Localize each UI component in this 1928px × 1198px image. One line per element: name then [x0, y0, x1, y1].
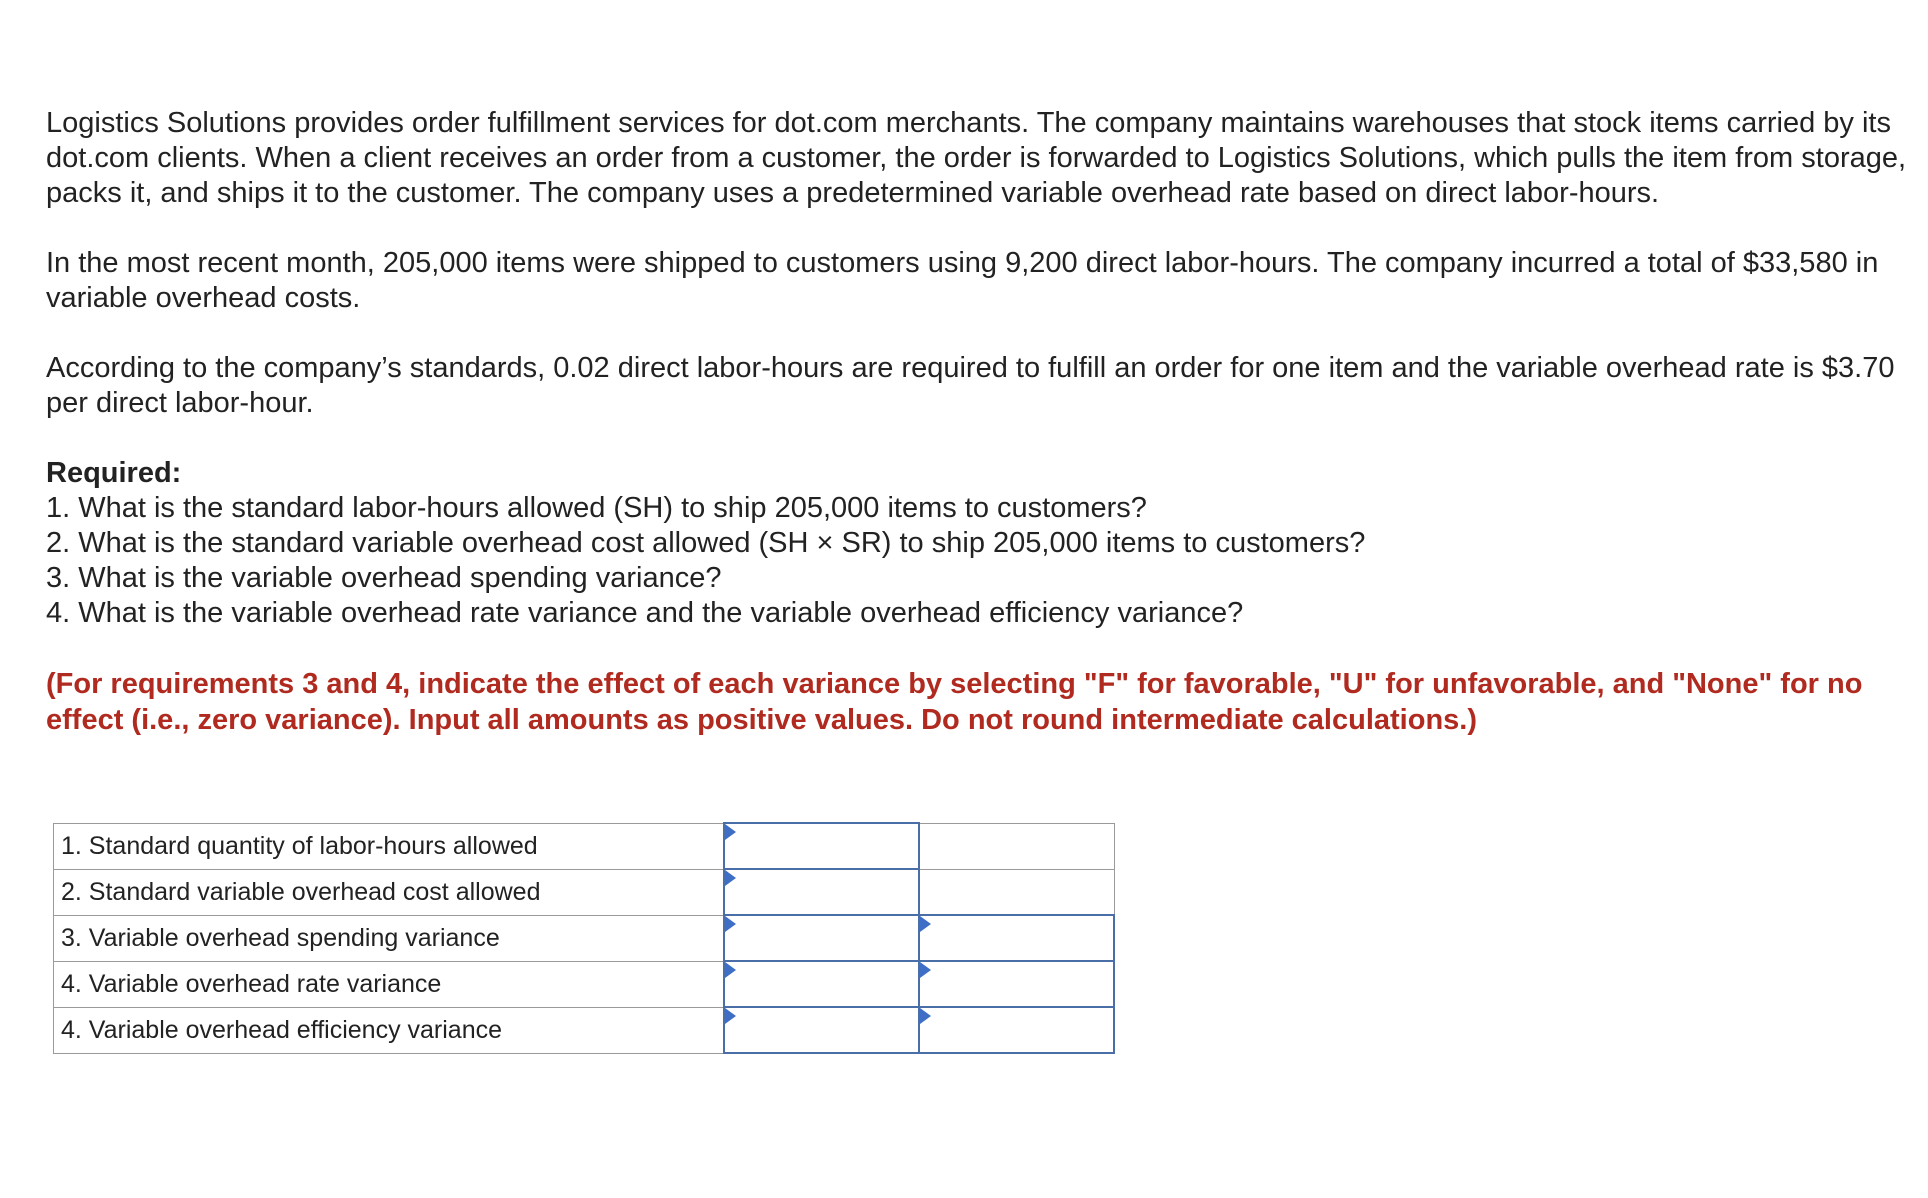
month-data-paragraph: In the most recent month, 205,000 items were shipped to customers using 9,200 direct labor-hours. The company incurred a total of $33,580 in variable overhead costs.: [46, 247, 1879, 314]
input-marker-icon: [725, 870, 736, 886]
problem-content: [46, 106, 1916, 738]
row-label: 3. Variable overhead spending variance: [54, 915, 725, 961]
answer-table: [53, 822, 1115, 1054]
amount-input[interactable]: [724, 961, 919, 1007]
effect-select[interactable]: [919, 1007, 1114, 1053]
table-row: [54, 1007, 1115, 1053]
amount-input[interactable]: [724, 915, 919, 961]
required-item: 4. What is the variable overhead rate variance and the variable overhead efficiency variance?: [46, 597, 1244, 629]
row-label: 4. Variable overhead rate variance: [54, 961, 725, 1007]
table-row: [54, 823, 1115, 869]
instructions-note: (For requirements 3 and 4, indicate the effect of each variance by selecting "F" for favorable, "U" for unfavorable, and "None" for no effect (i.e., zero variance). Input all amounts as positive values. Do not round intermediate calculations.): [46, 668, 1863, 736]
input-marker-icon: [920, 1008, 931, 1024]
row-label: 1. Standard quantity of labor-hours allowed: [54, 823, 725, 869]
required-heading: Required:: [46, 457, 182, 489]
table-row: [54, 961, 1115, 1007]
effect-select[interactable]: [919, 915, 1114, 961]
input-marker-icon: [725, 824, 736, 840]
input-marker-icon: [725, 916, 736, 932]
row-label: 2. Standard variable overhead cost allowed: [54, 869, 725, 915]
amount-input[interactable]: [724, 823, 919, 869]
input-marker-icon: [725, 962, 736, 978]
effect-cell-blank: [919, 869, 1114, 915]
input-marker-icon: [920, 962, 931, 978]
effect-select[interactable]: [919, 961, 1114, 1007]
required-item: 1. What is the standard labor-hours allowed (SH) to ship 205,000 items to customers?: [46, 492, 1147, 524]
intro-paragraph: Logistics Solutions provides order fulfillment services for dot.com merchants. The company maintains warehouses that stock items carried by its dot.com clients. When a client receives an order from a customer, the order is forwarded to Logistics Solutions, which pulls the item from storage, packs it, and ships it to the customer. The company uses a predetermined variable overhead rate based on direct labor-hours.: [46, 107, 1907, 209]
table-row: [54, 869, 1115, 915]
standards-paragraph: According to the company’s standards, 0.02 direct labor-hours are required to fulfill an order for one item and the variable overhead rate is $3.70 per direct labor-hour.: [46, 352, 1895, 419]
amount-input[interactable]: [724, 1007, 919, 1053]
row-label: 4. Variable overhead efficiency variance: [54, 1007, 725, 1053]
table-row: [54, 915, 1115, 961]
input-marker-icon: [725, 1008, 736, 1024]
required-item: 3. What is the variable overhead spending variance?: [46, 562, 722, 594]
required-list: [46, 491, 1916, 631]
effect-cell-blank: [919, 823, 1114, 869]
required-item: 2. What is the standard variable overhead cost allowed (SH × SR) to ship 205,000 items to customers?: [46, 527, 1366, 559]
input-marker-icon: [920, 916, 931, 932]
amount-input[interactable]: [724, 869, 919, 915]
